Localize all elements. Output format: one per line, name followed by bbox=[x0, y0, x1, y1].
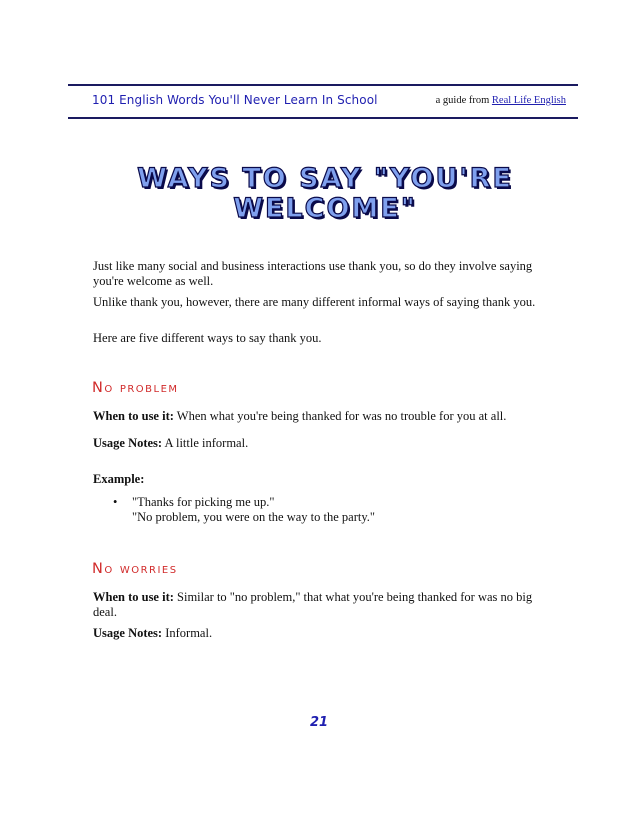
page-title-line-1: WAYS TO SAY "YOU'RE bbox=[137, 163, 513, 194]
when-label: When to use it: bbox=[93, 590, 174, 604]
page-title bbox=[80, 164, 570, 224]
usage-text: Informal. bbox=[162, 626, 213, 640]
intro-paragraph-2: Unlike thank you, however, there are many different informal ways of saying thank you. bbox=[93, 295, 536, 309]
header-bottom-rule bbox=[68, 117, 578, 119]
section-heading-no-problem: No problem bbox=[92, 380, 179, 396]
when-text: Similar to "no problem," that what you're being thanked for was no big deal. bbox=[93, 590, 533, 619]
guide-prefix: a guide from bbox=[435, 95, 490, 106]
intro-paragraph-1: Just like many social and business interactions use thank you, so do they involve saying you're welcome as well. bbox=[93, 259, 533, 288]
usage-notes-no-problem bbox=[93, 436, 553, 451]
book-title: 101 English Words You'll Never Learn In School bbox=[92, 93, 378, 107]
when-label: When to use it: bbox=[93, 409, 174, 423]
usage-notes-no-worries bbox=[93, 626, 553, 641]
example-line-2: "No problem, you were on the way to the party." bbox=[132, 510, 376, 524]
example-dialogue bbox=[132, 495, 375, 525]
usage-label: Usage Notes: bbox=[93, 626, 163, 640]
intro-paragraph-3: Here are five different ways to say thank you. bbox=[93, 331, 322, 345]
when-text: When what you're being thanked for was no trouble for you at all. bbox=[173, 409, 507, 423]
usage-label: Usage Notes: bbox=[93, 436, 163, 450]
usage-text: A little informal. bbox=[162, 436, 249, 450]
example-label: Example: bbox=[93, 472, 145, 486]
example-line-1: "Thanks for picking me up." bbox=[132, 495, 275, 509]
bullet-icon: • bbox=[113, 495, 118, 509]
header-top-rule bbox=[68, 84, 578, 86]
when-to-use-no-problem bbox=[93, 409, 553, 424]
real-life-english-link[interactable]: Real Life English bbox=[491, 95, 566, 106]
when-to-use-no-worries bbox=[93, 590, 543, 620]
page-number: 21 bbox=[309, 715, 329, 730]
section-heading-no-worries: No worries bbox=[92, 561, 178, 577]
page-title-line-2: WELCOME" bbox=[233, 193, 417, 224]
guide-credit bbox=[436, 95, 566, 106]
